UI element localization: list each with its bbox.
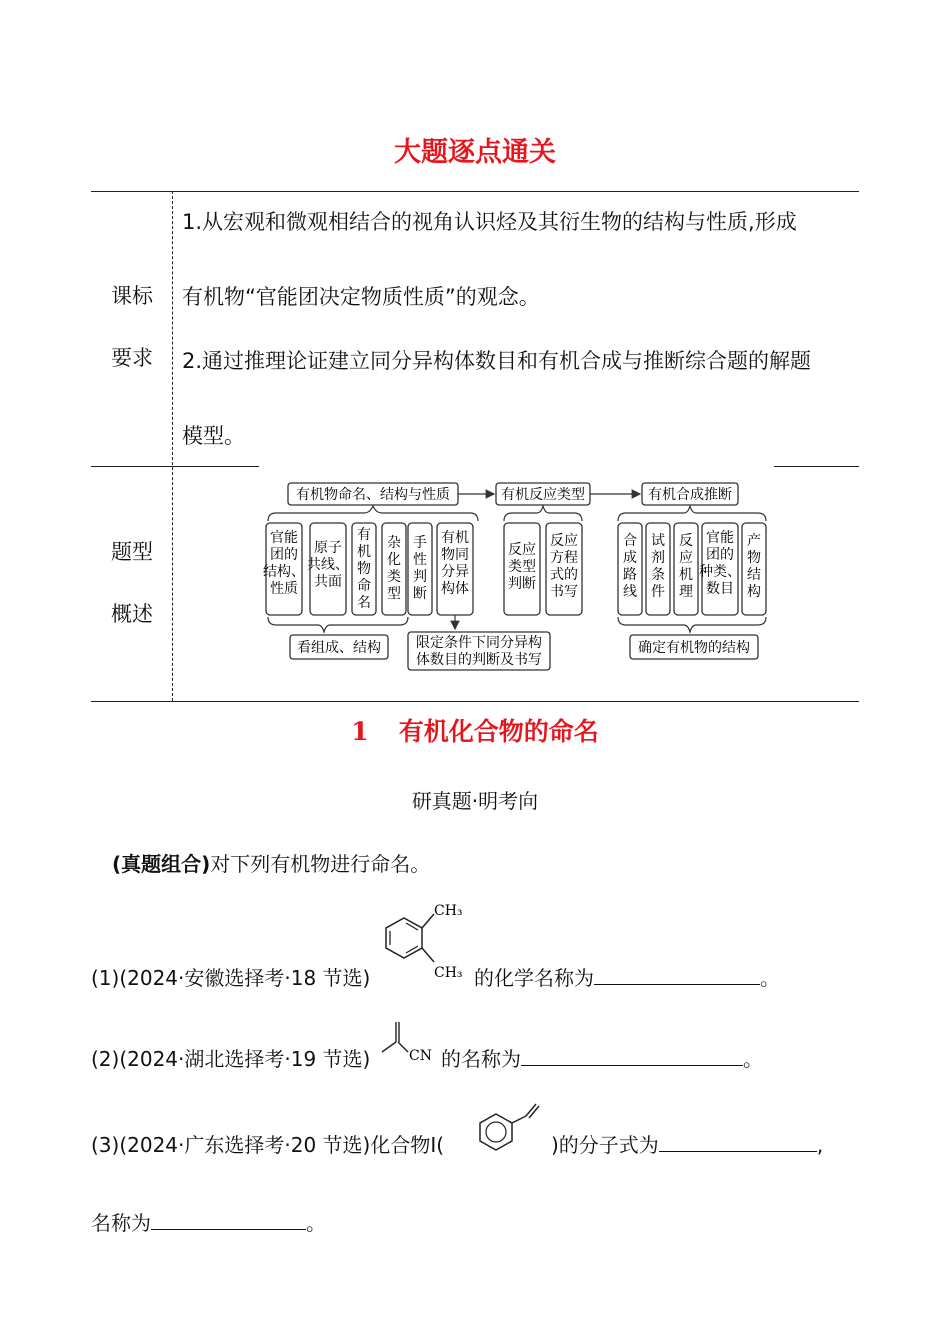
- diagram-item-texts-group3: [623, 529, 761, 600]
- svg-text:CN: CN: [409, 1048, 432, 1064]
- requirement-line: 2.通过推理论证建立同分异构体数目和有机合成与推断综合题的解题: [182, 349, 812, 373]
- diagram-group-label: 有机反应类型: [501, 487, 585, 503]
- svg-text:判断: 判断: [508, 576, 536, 592]
- diagram-bottom-label: 体数目的判断及书写: [416, 652, 542, 668]
- svg-text:物: 物: [357, 561, 371, 577]
- svg-text:名: 名: [357, 595, 371, 611]
- svg-text:合: 合: [623, 533, 637, 549]
- svg-text:物同: 物同: [441, 547, 469, 563]
- table-mid-border-left: [91, 466, 259, 467]
- svg-text:杂: 杂: [387, 535, 401, 551]
- svg-text:共线、: 共线、: [307, 557, 349, 573]
- svg-text:机: 机: [357, 544, 371, 560]
- svg-text:剂: 剂: [651, 550, 665, 566]
- answer-blank[interactable]: [151, 1211, 306, 1230]
- diagram-brace: [618, 617, 766, 632]
- svg-text:条: 条: [651, 567, 665, 583]
- svg-text:反应: 反应: [508, 542, 536, 558]
- answer-blank[interactable]: [594, 966, 760, 985]
- svg-text:方程: 方程: [550, 550, 578, 566]
- svg-text:类型: 类型: [508, 559, 536, 575]
- svg-text:种类、: 种类、: [699, 564, 741, 580]
- diagram-brace: [268, 506, 478, 521]
- svg-text:反应: 反应: [550, 533, 578, 549]
- intro-text: [112, 848, 430, 877]
- svg-text:件: 件: [651, 584, 665, 600]
- question-3: (3)(2024·广东选择考·20 节选)化合物Ⅰ(: [91, 1133, 445, 1157]
- svg-text:团的: 团的: [270, 547, 298, 563]
- svg-text:反: 反: [679, 533, 693, 549]
- svg-text:书写: 书写: [550, 584, 578, 600]
- diagram-group-label: 有机物命名、结构与性质: [296, 487, 450, 503]
- svg-text:共面: 共面: [314, 574, 342, 590]
- methacrylonitrile-structure: [378, 1018, 438, 1068]
- svg-text:类: 类: [387, 569, 401, 585]
- svg-text:成: 成: [623, 550, 637, 566]
- styrene-structure: [470, 1100, 550, 1162]
- svg-text:官能: 官能: [706, 530, 734, 546]
- diagram-item-texts-group2: [508, 533, 578, 600]
- diagram-bottom-label: 限定条件下同分异构: [416, 635, 542, 651]
- svg-text:断: 断: [413, 586, 427, 602]
- requirement-line: 有机物“官能团决定物质性质”的观念。: [182, 285, 540, 309]
- svg-text:机: 机: [679, 567, 693, 583]
- page-title: 大题逐点通关: [394, 137, 556, 168]
- intro-bold: (真题组合): [112, 852, 211, 876]
- row-label-overview: 题型 概述: [111, 540, 153, 626]
- svg-text:分异: 分异: [441, 564, 469, 580]
- question-2-answer: 的名称为 。: [441, 1047, 763, 1071]
- svg-text:理: 理: [679, 584, 693, 600]
- svg-text:性质: 性质: [270, 581, 298, 597]
- svg-text:手: 手: [413, 535, 427, 551]
- svg-text:命: 命: [357, 578, 371, 594]
- svg-text:产: 产: [747, 533, 761, 549]
- requirement-line: 1.从宏观和微观相结合的视角认识烃及其衍生物的结构与性质,形成: [182, 210, 797, 234]
- subheading: 研真题·明考向: [411, 789, 539, 813]
- section-title: [0, 712, 950, 748]
- diagram-brace: [504, 506, 582, 521]
- table-top-border: [91, 191, 859, 192]
- answer-blank[interactable]: [521, 1047, 743, 1066]
- question-3-answer: )的分子式为 ,: [551, 1133, 824, 1157]
- svg-text:构体: 构体: [441, 581, 469, 597]
- svg-text:原子: 原子: [314, 540, 342, 556]
- svg-text:团的: 团的: [706, 547, 734, 563]
- diagram-bottom-label: 看组成、结构: [297, 640, 381, 656]
- svg-text:构: 构: [747, 584, 761, 600]
- svg-text:CH₃: CH₃: [434, 965, 463, 981]
- intro-body: 对下列有机物进行命名。: [210, 852, 431, 876]
- section-title-text: 有机化合物的命名: [398, 717, 599, 746]
- svg-text:式的: 式的: [550, 567, 578, 583]
- svg-text:路: 路: [623, 567, 637, 583]
- question-1-answer: 的化学名称为 。: [474, 966, 780, 990]
- diagram-bottom-label: 确定有机物的结构: [638, 640, 750, 656]
- svg-text:物: 物: [747, 550, 761, 566]
- svg-text:判: 判: [413, 569, 427, 585]
- svg-text:有机: 有机: [441, 530, 469, 546]
- svg-text:官能: 官能: [270, 530, 298, 546]
- svg-text:化: 化: [387, 552, 401, 568]
- svg-text:性: 性: [413, 552, 427, 568]
- question-2: (2)(2024·湖北选择考·19 节选): [91, 1047, 371, 1071]
- svg-text:结: 结: [747, 567, 761, 583]
- svg-text:线: 线: [623, 584, 637, 600]
- table-bottom-border: [91, 701, 859, 702]
- diagram-brace: [618, 506, 766, 521]
- question-3-line2: 名称为 。: [91, 1211, 326, 1235]
- svg-text:有: 有: [357, 527, 371, 543]
- answer-blank[interactable]: [659, 1133, 817, 1152]
- svg-text:试: 试: [651, 533, 665, 549]
- o-xylene-structure: [376, 896, 472, 986]
- table-mid-border-right: [774, 466, 859, 467]
- diagram-group-label: 有机合成推断: [648, 487, 732, 503]
- requirement-line: 模型。: [182, 424, 245, 448]
- svg-text:CH₃: CH₃: [434, 903, 463, 919]
- question-type-diagram: [260, 475, 780, 675]
- svg-text:数目: 数目: [706, 581, 734, 597]
- svg-text:应: 应: [679, 550, 693, 566]
- section-number: 1: [351, 717, 369, 746]
- svg-text:型: 型: [387, 586, 401, 602]
- row-label-standards: 课标 要求: [111, 284, 153, 370]
- diagram-brace: [268, 617, 408, 632]
- question-1: (1)(2024·安徽选择考·18 节选): [91, 966, 371, 990]
- svg-text:结构、: 结构、: [263, 564, 305, 580]
